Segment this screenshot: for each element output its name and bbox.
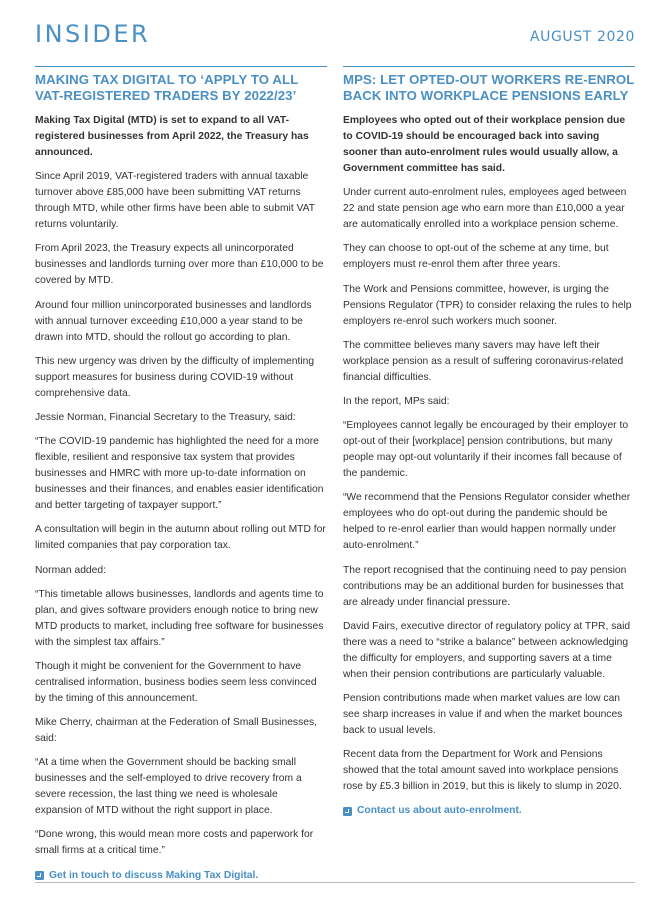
article-paragraph: The committee believes many savers may have left their workplace pension as a result of suffering coronavirus-related financial difficulties. (343, 339, 624, 383)
article-quote: “We recommend that the Pensions Regulator consider whether employees who do opt-out during the pandemic should be helped to re-enrol earlier than would happen normally under auto-enrolment.” (343, 492, 631, 552)
footer-divider (35, 882, 635, 883)
article-paragraph: This new urgency was driven by the difficulty of implementing support measures for business during COVID-19 without comprehensive data. (35, 355, 315, 399)
article-paragraph: Jessie Norman, Financial Secretary to the Treasury, said: (35, 411, 296, 423)
article-paragraph: Mike Cherry, chairman at the Federation of Small Businesses, said: (35, 717, 317, 745)
article-paragraph: A consultation will begin in the autumn about rolling out MTD for limited companies that pay corporation tax. (35, 524, 326, 552)
column-divider (343, 66, 635, 67)
article-paragraph: They can choose to opt-out of the scheme at any time, but employers must re-enrol them after three years. (343, 243, 609, 271)
article-heading: MAKING TAX DIGITAL TO ‘APPLY TO ALL VAT-REGISTERED TRADERS BY 2022/23’ (35, 72, 299, 103)
brand-title: INSIDER (35, 20, 151, 48)
article-paragraph: The report recognised that the continuing need to pay pension contributions may be an additional burden for businesses that are already under financial pressure. (343, 564, 627, 608)
article-quote: “Done wrong, this would mean more costs and paperwork for small firms at a critical time.” (35, 829, 314, 857)
article-paragraph: From April 2023, the Treasury expects all unincorporated businesses and landlords turning over more than £10,000 to be covered by MTD. (35, 243, 324, 287)
article-paragraph: David Fairs, executive director of regulatory policy at TPR, said there was a need to “strike a balance” between acknowledging the difficulty for employers, and supporting savers at a time when their pension contributions are particularly valuable. (343, 620, 631, 680)
article-lead: Employees who opted out of their workplace pension due to COVID-19 should be encouraged back into saving sooner than auto-enrolment rules would usually allow, a Government committee has said. (343, 115, 626, 174)
article-paragraph: The Work and Pensions committee, however, is urging the Pensions Regulator (TPR) to consider relaxing the rules to help employers re-enrol such workers much sooner. (343, 283, 632, 327)
article-quote: “At a time when the Government should be backing small businesses and the self-employed to drive recovery from a severe recession, the last thing we need is wholesale expansion of MTD without the right support in place. (35, 757, 302, 817)
article-workplace-pensions (343, 66, 635, 819)
article-quote: “The COVID-19 pandemic has highlighted the need for a more flexible, resilient and responsive tax system that provides businesses and HMRC with more up-to-date information on businesses and their finances, and enables easier identification and better targeting of taxpayer support.” (35, 436, 324, 512)
article-paragraph: Around four million unincorporated businesses and landlords with annual turnover exceeding £10,000 a year stand to be drawn into MTD, should the rollout go according to plan. (35, 299, 312, 343)
column-divider (35, 66, 327, 67)
arrow-link-icon (35, 871, 44, 880)
article-paragraph: Norman added: (35, 564, 106, 576)
issue-date: AUGUST 2020 (529, 29, 635, 45)
article-heading: MPS: LET OPTED-OUT WORKERS RE-ENROL BACK INTO WORKPLACE PENSIONS EARLY (343, 72, 635, 103)
article-quote: “This timetable allows businesses, landlords and agents time to plan, and gives software providers enough notice to bring new MTD products to market, including free software for businesses with the simplest tax affairs.” (35, 588, 324, 648)
cta-label: Contact us about auto-enrolment. (357, 805, 522, 817)
article-lead: Making Tax Digital (MTD) is set to expand to all VAT-registered businesses from April 2022, the Treasury has announced. (35, 115, 309, 158)
article-paragraph: Since April 2019, VAT-registered traders with annual taxable turnover above £85,000 have been submitting VAT returns through MTD, while other firms have been able to submit VAT returns voluntarily. (35, 171, 315, 231)
article-quote: “Employees cannot legally be encouraged by their employer to opt-out of their [workplace] pension contributions, but many people may opt-out voluntarily if their incomes fall because of the pandemic. (343, 420, 629, 480)
article-paragraph: Pension contributions made when market values are low can see sharp increases in value if and when the market bounces back to usual levels. (343, 692, 623, 736)
article-paragraph: In the report, MPs said: (343, 395, 450, 407)
arrow-link-icon (343, 807, 352, 816)
article-paragraph: Recent data from the Department for Work and Pensions showed that the total amount saved into workplace pensions rose by £5.3 billion in 2019, but this is likely to slump in 2020. (343, 749, 622, 793)
masthead (35, 20, 635, 50)
article-making-tax-digital (35, 66, 327, 884)
cta-label: Get in touch to discuss Making Tax Digital. (49, 869, 259, 881)
article-paragraph: Under current auto-enrolment rules, employees aged between 22 and state pension age who earn more than £10,000 a year are automatically enrolled into a workplace pension scheme. (343, 187, 627, 231)
article-paragraph: Though it might be convenient for the Government to have centralised information, business bodies seem less convinced by the timing of this announcement. (35, 660, 317, 704)
cta-link-auto-enrolment[interactable] (343, 803, 635, 819)
